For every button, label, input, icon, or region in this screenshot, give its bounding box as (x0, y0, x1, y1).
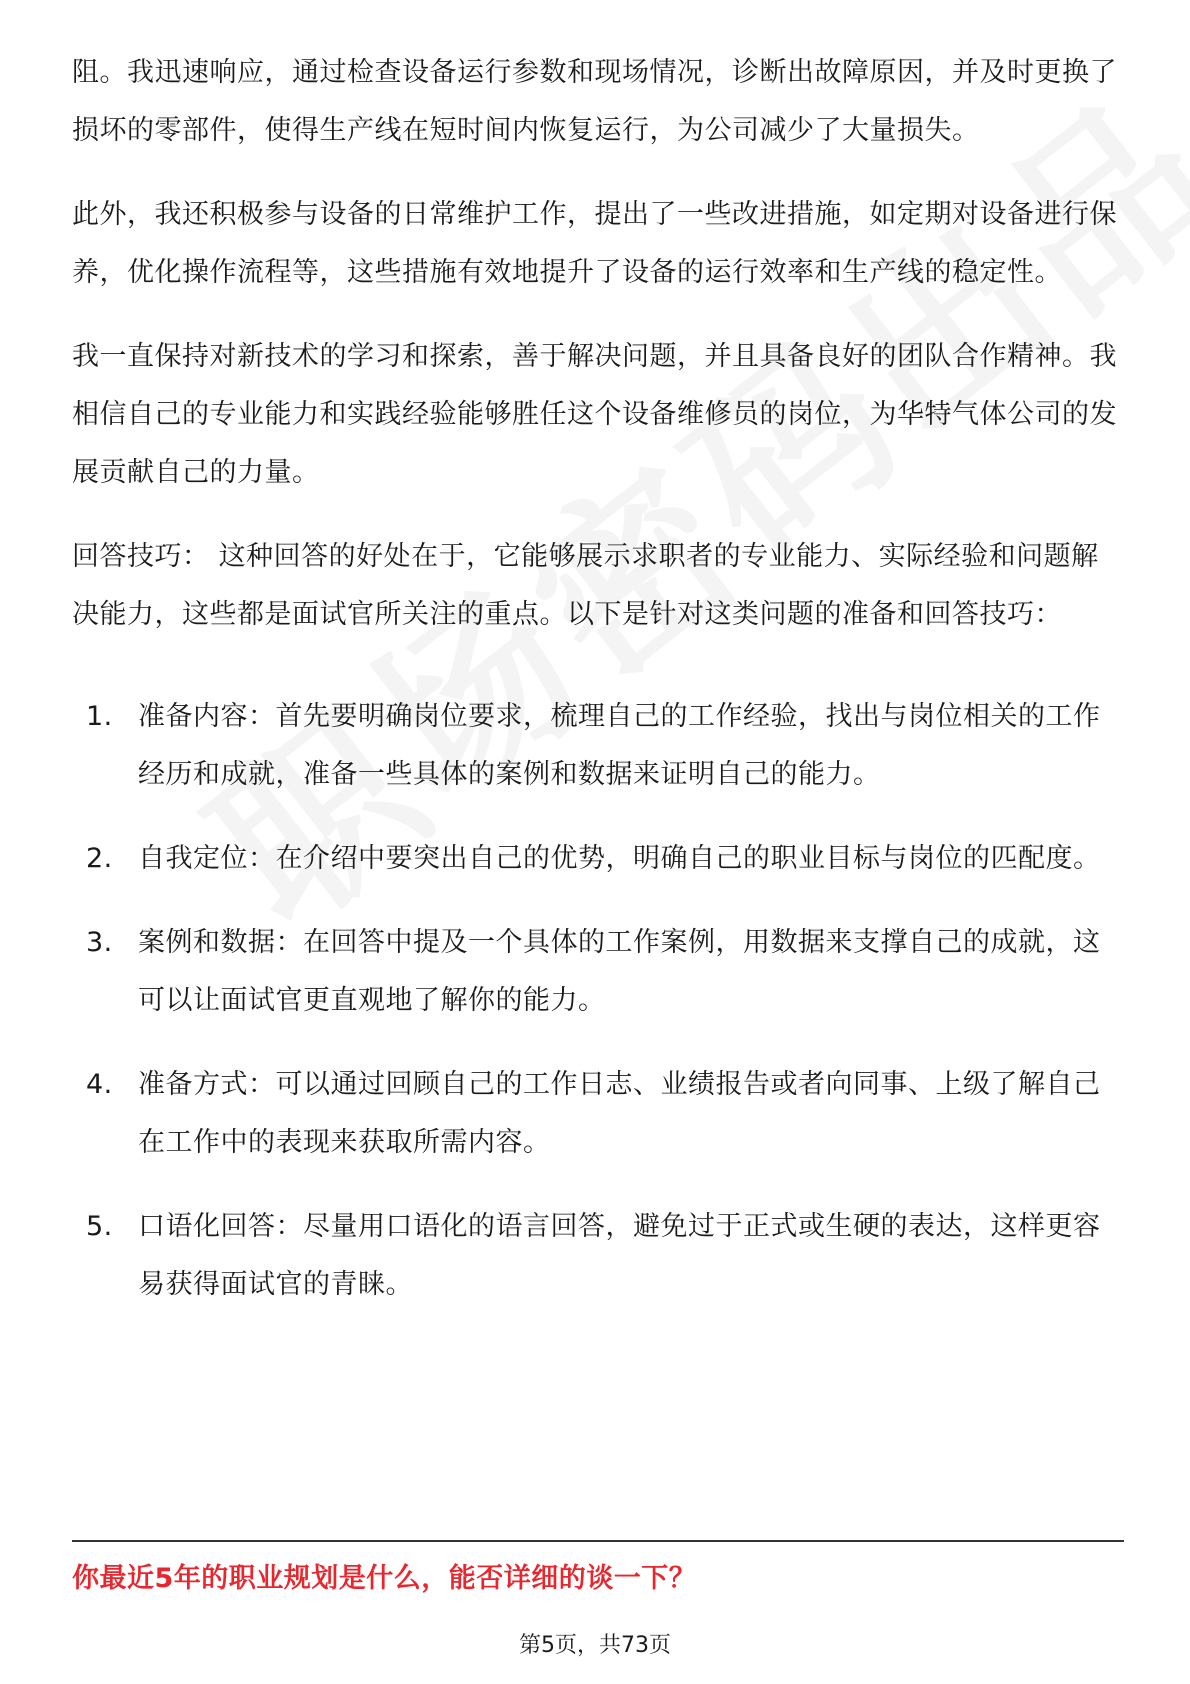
tips-list (72, 688, 1124, 1314)
interview-question: 你最近5年的职业规划是什么，能否详细的谈一下？ (72, 1563, 697, 1594)
list-item-number: 2. (86, 843, 113, 874)
list-item (72, 830, 1124, 888)
list-item-number: 4. (86, 1069, 113, 1100)
list-item-text: 准备方式：可以通过回顾自己的工作日志、业绩报告或者向同事、上级了解自己在工作中的表现来获取所需内容。 (138, 1069, 1101, 1158)
list-item-number: 3. (86, 927, 113, 958)
list-item (72, 1056, 1124, 1172)
list-item-text: 口语化回答：尽量用口语化的语言回答，避免过于正式或生硬的表达，这样更容易获得面试官的青睐。 (138, 1211, 1101, 1300)
paragraph-1: 阻。我迅速响应，通过检查设备运行参数和现场情况，诊断出故障原因，并及时更换了损坏的零部件，使得生产线在短时间内恢复运行，为公司减少了大量损失。 (72, 57, 1117, 146)
list-item (72, 1198, 1124, 1314)
list-item-text: 自我定位：在介绍中要突出自己的优势，明确自己的职业目标与岗位的匹配度。 (138, 843, 1101, 874)
list-item (72, 688, 1124, 804)
page-number: 第5页，共73页 (519, 1633, 671, 1658)
paragraph-3: 我一直保持对新技术的学习和探索，善于解决问题，并且具备良好的团队合作精神。我相信自己的专业能力和实践经验能够胜任这个设备维修员的岗位，为华特气体公司的发展贡献自己的力量。 (72, 341, 1117, 488)
document-body (72, 44, 1124, 1340)
paragraph-2: 此外，我还积极参与设备的日常维护工作，提出了一些改进措施，如定期对设备进行保养，优化操作流程等，这些措施有效地提升了设备的运行效率和生产线的稳定性。 (72, 199, 1117, 288)
list-item-number: 5. (86, 1211, 113, 1242)
section-divider (72, 1540, 1124, 1542)
list-item-text: 准备内容：首先要明确岗位要求，梳理自己的工作经验，找出与岗位相关的工作经历和成就，准备一些具体的案例和数据来证明自己的能力。 (138, 701, 1101, 790)
list-item-text: 案例和数据：在回答中提及一个具体的工作案例，用数据来支撑自己的成就，这可以让面试官更直观地了解你的能力。 (138, 927, 1101, 1016)
list-item (72, 914, 1124, 1030)
list-item-number: 1. (86, 701, 113, 732)
answer-tips-intro: 回答技巧： 这种回答的好处在于，它能够展示求职者的专业能力、实际经验和问题解决能力，这些都是面试官所关注的重点。以下是针对这类问题的准备和回答技巧： (72, 541, 1099, 630)
